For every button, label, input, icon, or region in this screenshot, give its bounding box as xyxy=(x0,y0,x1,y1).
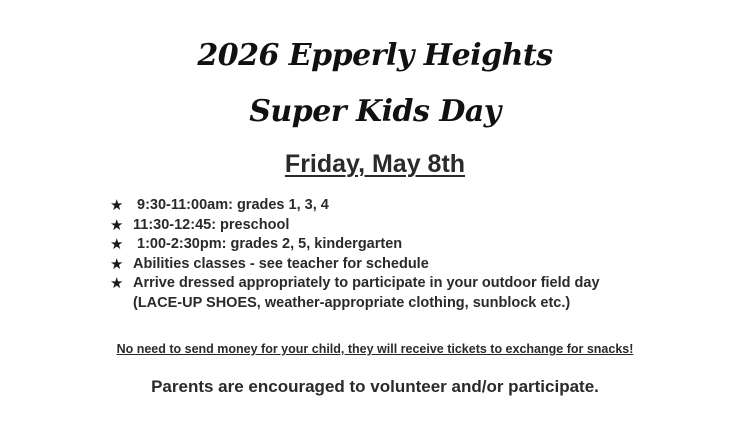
list-item xyxy=(110,235,710,255)
star-icon: ★ xyxy=(110,196,124,214)
list-item xyxy=(110,274,710,313)
star-icon: ★ xyxy=(110,254,124,273)
list-item-continuation: (LACE-UP SHOES, weather-appropriate clothing, sunblock etc.) xyxy=(133,294,571,311)
list-item xyxy=(110,216,710,236)
star-icon: ★ xyxy=(110,235,124,253)
list-item xyxy=(110,255,710,275)
star-icon: ★ xyxy=(110,274,124,292)
list-item-text: 1:00-2:30pm: grades 2, 5, kindergarten xyxy=(137,236,403,252)
list-item-text: 11:30-12:45: preschool xyxy=(133,216,290,233)
list-item xyxy=(110,196,710,216)
title-line-1: 2026 Epperly Heights xyxy=(197,38,553,73)
list-item-text: 9:30-11:00am: grades 1, 3, 4 xyxy=(137,197,329,213)
parents-note: Parents are encouraged to volunteer and/or participate. xyxy=(151,377,599,396)
list-item-text: Arrive dressed appropriately to participate in your outdoor field day xyxy=(133,275,600,291)
title-line-2: Super Kids Day xyxy=(249,94,501,129)
list-item-text: Abilities classes - see teacher for schedule xyxy=(133,255,429,272)
event-date: Friday, May 8th xyxy=(284,150,466,178)
star-icon: ★ xyxy=(110,215,124,234)
schedule-list xyxy=(110,196,710,313)
snack-note: No need to send money for your child, they will receive tickets to exchange for snacks! xyxy=(116,342,634,356)
